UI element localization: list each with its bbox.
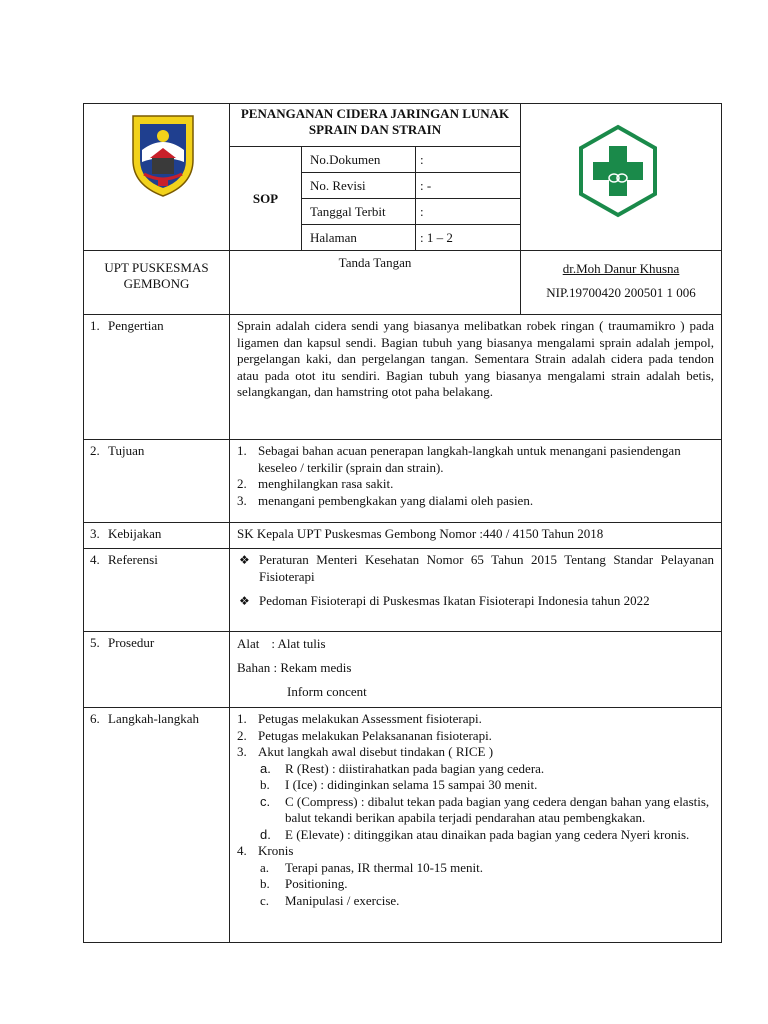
meta-label-no-dokumen: No.Dokumen — [302, 147, 416, 173]
section-label-pengertian — [84, 315, 230, 440]
diamond-bullet-icon: ❖ — [239, 594, 250, 608]
section-number: 1. — [90, 318, 100, 333]
list-item: c. Manipulasi / exercise. — [260, 892, 400, 908]
list-item: b. Positioning. — [260, 876, 348, 891]
section-number: 3. — [90, 526, 100, 541]
meta-value-no-dokumen: : — [416, 147, 521, 173]
document-title: PENANGANAN CIDERA JARINGAN LUNAK SPRAIN DAN STRAIN — [230, 104, 521, 147]
list-item: b. I (Ice) : didinginkan selama 15 sampai 30 menit. — [260, 777, 538, 792]
list-item: c. C (Compress) : dibalut tekan pada bagian yang cedera dengan bahan yang elastis, balut tekandi berikan apabila terjadi pendarahan atau pembengkakan. — [260, 793, 710, 825]
alat-row: Alat : Alat tulis — [237, 636, 326, 651]
bahan-row-2: Inform concent — [287, 684, 367, 699]
section-number: 4. — [90, 552, 100, 567]
sop-label: SOP — [230, 147, 302, 251]
organization-name: UPT PUSKESMAS GEMBONG — [84, 251, 230, 315]
referensi-list — [230, 549, 722, 632]
signer-name: dr.Moh Danur Khusna — [562, 261, 680, 276]
list-item: 3. menangani pembengkakan yang dialami oleh pasien. — [237, 492, 534, 508]
list-item: 1. Petugas melakukan Assessment fisioterapi. — [237, 711, 482, 726]
section-number: 2. — [90, 443, 100, 458]
meta-label-no-revisi: No. Revisi — [302, 173, 416, 199]
sop-table — [83, 103, 722, 943]
sop-document — [83, 103, 721, 943]
section-label-tujuan — [84, 440, 230, 523]
list-item: 3. Akut langkah awal disebut tindakan ( RICE ) a. R (Rest) : diistirahatkan pada bagian yang cedera. b. I (Ice) : didinginkan selama 15 sampai 30 menit. c. C (Compress) : dibalut tekan pada bagian yang cedera dengan bahan yang elastis, balut tekandi berikan apabila terjadi pendarahan atau pembengkakan. d. E (Elevate) : ditinggikan atau dinaikan pada bagian yang cedera Nyeri kronis. — [237, 744, 714, 843]
section-number: 6. — [90, 711, 100, 726]
section-number: 5. — [90, 635, 100, 650]
prosedur-content — [230, 632, 722, 708]
section-title: Tujuan — [108, 443, 145, 458]
signer-nip: NIP.19700420 200501 1 006 — [546, 285, 696, 300]
list-item: a. Terapi panas, IR thermal 10-15 menit. — [260, 859, 484, 875]
list-item: 2. Petugas melakukan Pelaksananan fisioterapi. — [237, 727, 492, 743]
langkah-list — [230, 708, 722, 943]
kebijakan-text: SK Kepala UPT Puskesmas Gembong Nomor :440 / 4150 Tahun 2018 — [230, 523, 722, 549]
section-label-prosedur — [84, 632, 230, 708]
section-label-kebijakan — [84, 523, 230, 549]
meta-value-tanggal-terbit: : — [416, 199, 521, 225]
bahan-row: Bahan : Rekam medis — [237, 660, 352, 675]
list-item: a. R (Rest) : diistirahatkan pada bagian yang cedera. — [260, 760, 545, 776]
section-title: Prosedur — [108, 635, 155, 650]
list-item: 4. Kronis a. Terapi panas, IR thermal 10-15 menit. b. Positioning. c. Manipulasi / exercise. — [237, 843, 714, 909]
section-title: Langkah-langkah — [108, 711, 199, 726]
regency-emblem-icon — [128, 110, 198, 202]
list-item: 1. Sebagai bahan acuan penerapan langkah-langkah untuk menangani pasiendengan keseleo / terkilir (sprain dan strain). — [237, 443, 681, 475]
list-item: ❖ Pedoman Fisioterapi di Puskesmas Ikatan Fisioterapi Indonesia tahun 2022 — [239, 593, 650, 608]
pengertian-text: Sprain adalah cidera sendi yang biasanya melibatkan robek ringan ( traumamikro ) pada ligamen dan kapsul sendi. Bagian tubuh yang biasanya mengalami sprain adalah jempol, pergelangan kaki, dan pergelangan tangan. Sementara Strain adalah cidera pada tendon atau pada otot itu sendiri. Bagian tubuh yang biasanya mengalami strain adalah betis, selangkangan, dan hamstring otot paha belakang. — [230, 315, 722, 440]
list-item: ❖ Peraturan Menteri Kesehatan Nomor 65 Tahun 2015 Tentang Standar Pelayanan Fisioterapi — [239, 552, 715, 584]
section-title: Referensi — [108, 552, 158, 567]
section-title: Pengertian — [108, 318, 164, 333]
list-item: d. E (Elevate) : ditinggikan atau dinaikan pada bagian yang cedera Nyeri kronis. — [260, 826, 690, 842]
meta-label-halaman: Halaman — [302, 225, 416, 251]
signature-label: Tanda Tangan — [230, 251, 521, 315]
meta-value-no-revisi: : - — [416, 173, 521, 199]
regency-emblem-cell — [84, 104, 230, 251]
meta-label-tanggal-terbit: Tanggal Terbit — [302, 199, 416, 225]
diamond-bullet-icon: ❖ — [239, 553, 250, 567]
section-label-langkah — [84, 708, 230, 943]
list-item: 2. menghilangkan rasa sakit. — [237, 476, 394, 491]
section-label-referensi — [84, 549, 230, 632]
section-title: Kebijakan — [108, 526, 162, 541]
tujuan-list — [230, 440, 722, 523]
puskesmas-logo-icon — [577, 124, 659, 222]
health-logo-cell — [521, 104, 722, 251]
meta-value-halaman: : 1 – 2 — [416, 225, 521, 251]
signer-block — [521, 251, 722, 315]
